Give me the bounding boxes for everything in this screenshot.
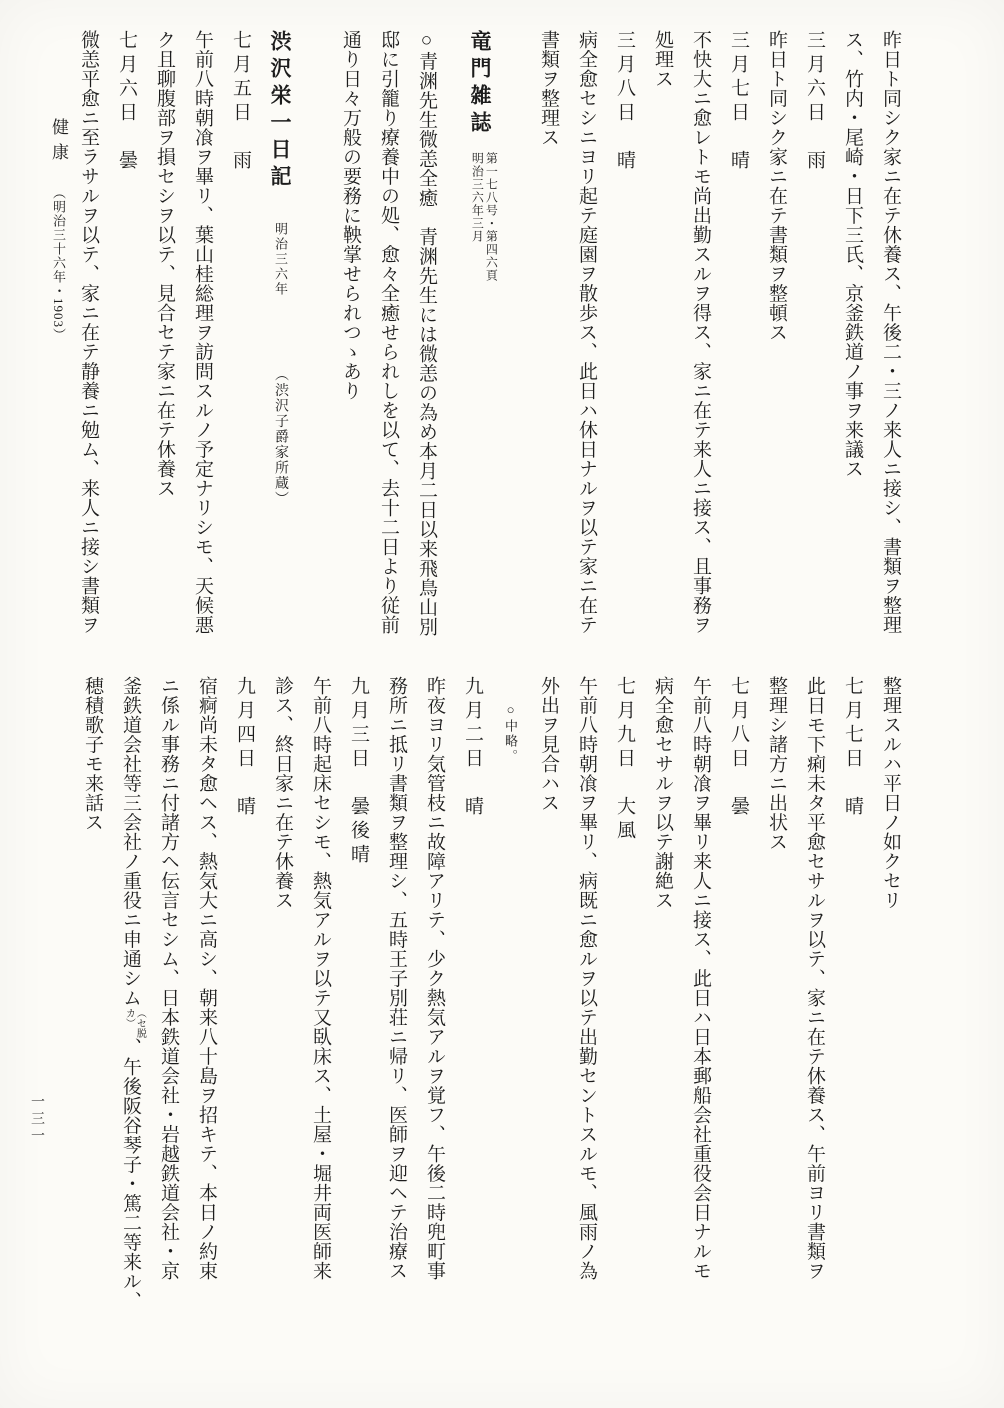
- diary-line: 処理ス: [652, 30, 673, 89]
- diary-line: 午前八時朝飡ヲ畢リ、病既ニ愈ルヲ以テ出勤セントスルモ、風雨ノ為: [576, 676, 597, 1281]
- magazine-header: [459, 30, 501, 655]
- diary-line: 穂積歌子モ来話ス: [82, 676, 103, 832]
- magazine-issue-date: 明治三六年三月: [470, 152, 485, 243]
- diary-line: 微恙平愈ニ至ラサルヲ以テ、家ニ在テ静養ニ勉ム、来人ニ接シ書類ヲ: [78, 30, 99, 635]
- date-line: 七月六日 曇: [116, 30, 137, 174]
- magazine-issue: 第一七八号・第四六頁: [484, 152, 499, 282]
- diary-line: 通り日々万般の要務に鞅掌せられつゝあり: [340, 30, 361, 401]
- magazine-issue-info: [470, 152, 498, 282]
- inline-editor-note-line: カ）: [123, 1007, 135, 1028]
- date-line: 七月九日 大風: [614, 676, 635, 844]
- diary-title: 渋沢栄一日記: [268, 30, 292, 192]
- diary-line: 務所ニ抵リ書類ヲ整理シ、五時王子別荘ニ帰リ、医師ヲ迎ヘテ治療ス: [386, 676, 407, 1281]
- date-line: 七月五日 雨: [230, 30, 251, 174]
- margin-section-label: [46, 118, 71, 342]
- diary-line: 午前八時起床セシモ、熱気アルヲ以テ又臥床ス、土屋・堀井両医師来: [310, 676, 331, 1281]
- inline-editor-note-line: （セ脱: [134, 1007, 146, 1038]
- diary-line: 宿痾尚未タ愈ヘス、熱気大ニ高シ、朝来八十島ヲ招キテ、本日ノ約束: [196, 676, 217, 1281]
- date-line: 九月四日 晴: [234, 676, 255, 820]
- date-line: 三月六日 雨: [804, 30, 825, 174]
- diary-line: [111, 676, 149, 1311]
- diary-line-text: 、午後阪谷琴子・篤二等来ル、: [120, 1037, 141, 1311]
- diary-line: 書類ヲ整理ス: [538, 30, 559, 147]
- date-line: 九月三日 曇後晴: [348, 676, 369, 868]
- diary-line: 邸に引籠り療養中の処、愈々全癒せられしを以て、去十二日より従前: [378, 30, 399, 635]
- margin-label-title: 健康: [49, 118, 68, 168]
- diary-top-section: [69, 30, 909, 655]
- magazine-title: 竜門雑誌: [468, 30, 492, 138]
- diary-source: （渋沢子爵家所蔵）: [273, 367, 288, 507]
- date-line: 三月七日 晴: [728, 30, 749, 174]
- diary-line: ク且聊腹部ヲ損セシヲ以テ、見合セテ家ニ在テ休養ス: [154, 30, 175, 498]
- diary-line: 病全愈セサルヲ以テ謝絶ス: [652, 676, 673, 910]
- diary-line: ニ係ル事務ニ付諸方ヘ伝言セシム、日本鉄道会社・岩越鉄道会社・京: [158, 676, 179, 1281]
- diary-line: 外出ヲ見合ハス: [538, 676, 559, 813]
- diary-era: 明治三六年: [273, 222, 288, 297]
- diary-line: ○青渊先生微恙全癒 青渊先生には微恙の為め本月二日以来飛鳥山別: [416, 30, 437, 637]
- diary-header: [259, 30, 301, 655]
- date-line: 七月八日 曇: [728, 676, 749, 820]
- diary-line: 午前八時朝飡ヲ畢リ来人ニ接ス、此日ハ日本郵船会社重役会日ナルモ: [690, 676, 711, 1281]
- diary-line: 不快大ニ愈レトモ尚出勤スルヲ得ス、家ニ在テ来人ニ接ス、且事務ヲ: [690, 30, 711, 635]
- page-number: 一三一: [29, 1094, 44, 1145]
- diary-line: 整理シ諸方ニ出状ス: [766, 676, 787, 852]
- diary-line: ス、竹内・尾崎・日下三氏、京釜鉄道ノ事ヲ来議ス: [842, 30, 863, 479]
- margin-label-year: （明治三十六年・1903）: [51, 186, 66, 342]
- ellipsis-note: ○中略。: [503, 702, 518, 764]
- date-line: 九月二日 晴: [462, 676, 483, 820]
- diary-line: 病全愈セシニヨリ起テ庭園ヲ散歩ス、此日ハ休日ナルヲ以テ家ニ在テ: [576, 30, 597, 635]
- diary-line: 午前八時朝飡ヲ畢リ、葉山桂総理ヲ訪問スルノ予定ナリシモ、天候悪: [192, 30, 213, 635]
- diary-line: 昨日ト同シク家ニ在テ休養ス、午後二・三ノ来人ニ接シ、書類ヲ整理: [880, 30, 901, 635]
- diary-bottom-section: [73, 676, 909, 1311]
- diary-line: 昨日ト同シク家ニ在テ書類ヲ整頓ス: [766, 30, 787, 342]
- diary-line: 昨夜ヨリ気管枝ニ故障アリテ、少ク熱気アルヲ覚フ、午後二時兜町事: [424, 676, 445, 1281]
- inline-editor-note: [123, 1008, 145, 1038]
- diary-line: 此日モ下痢未タ平愈セサルヲ以テ、家ニ在テ休養ス、午前ヨリ書類ヲ: [804, 676, 825, 1281]
- diary-line: 整理スルハ平日ノ如クセリ: [880, 676, 901, 910]
- diary-line: 診ス、終日家ニ在テ休養ス: [272, 676, 293, 910]
- date-line: 七月七日 晴: [842, 676, 863, 820]
- date-line: 三月八日 晴: [614, 30, 635, 174]
- diary-line-text: 釜鉄道会社等三会社ノ重役ニ申通シム: [120, 676, 141, 1008]
